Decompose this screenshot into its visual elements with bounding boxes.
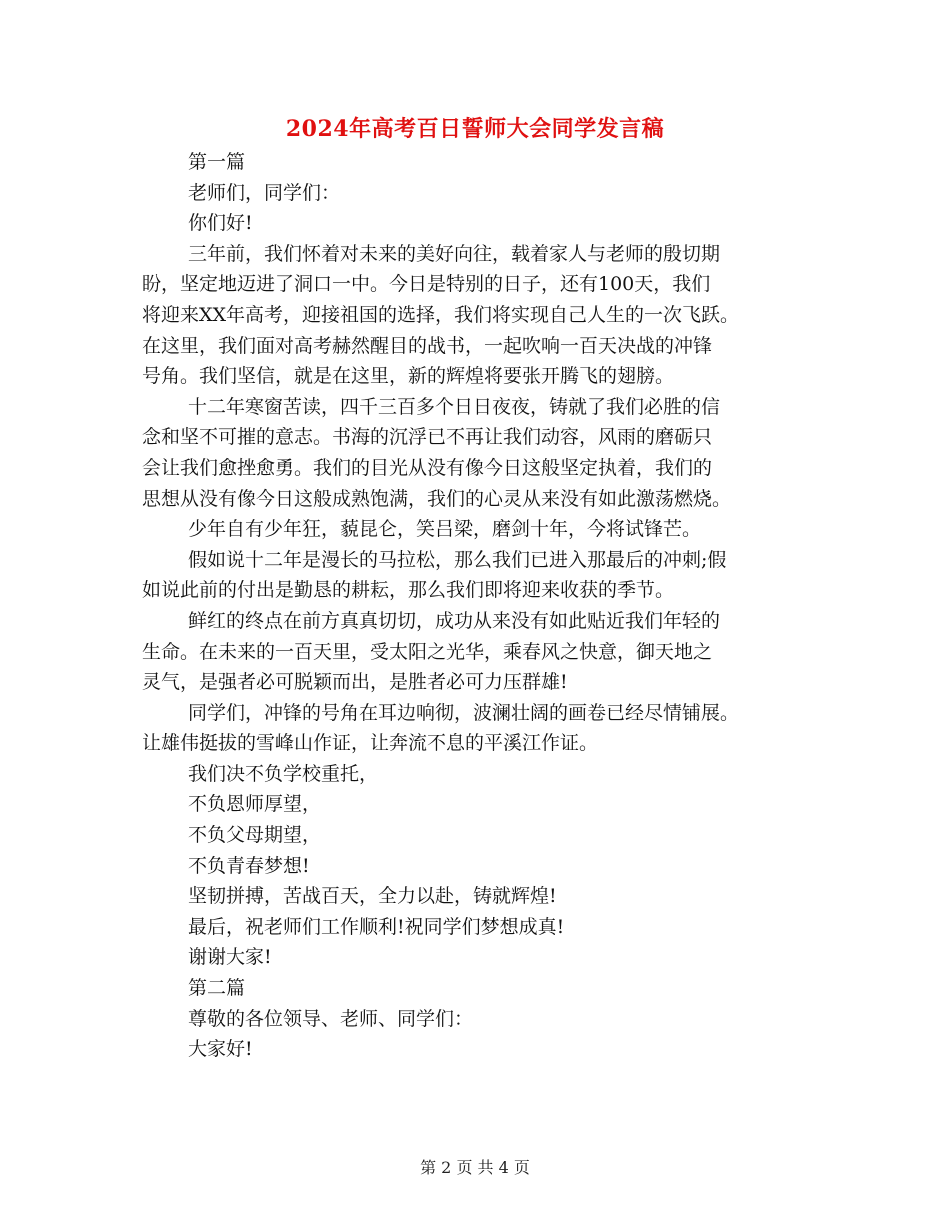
body-line: 老师们，同学们： — [188, 181, 341, 204]
body-line: 将迎来XX年高考，迎接祖国的选择，我们将实现自己人生的一次飞跃。 — [142, 303, 740, 326]
body-line: 第二篇 — [188, 977, 246, 1000]
body-line: 鲜红的终点在前方真真切切，成功从来没有如此贴近我们年轻的 — [188, 609, 721, 632]
body-line: 在这里，我们面对高考赫然醒目的战书，一起吹响一百天决战的冲锋 — [142, 334, 713, 357]
body-line: 假如说十二年是漫长的马拉松，那么我们已进入那最后的冲刺;假 — [188, 548, 727, 571]
body-line: 十二年寒窗苦读，四千三百多个日日夜夜，铸就了我们必胜的信 — [188, 395, 721, 418]
document-body — [142, 147, 822, 1065]
body-line: 不负父母期望， — [188, 824, 322, 847]
body-line: 让雄伟挺拔的雪峰山作证，让奔流不息的平溪江作证。 — [142, 732, 599, 755]
body-line: 不负青春梦想! — [188, 854, 310, 877]
body-line: 第一篇 — [188, 151, 246, 173]
body-line: 大家好! — [188, 1038, 253, 1061]
body-line: 少年自有少年狂，藐昆仑，笑吕梁，磨剑十年，今将试锋芒。 — [188, 518, 702, 541]
body-line: 你们好! — [188, 212, 253, 235]
body-line: 最后，祝老师们工作顺利!祝同学们梦想成真! — [188, 915, 565, 938]
body-line: 谢谢大家! — [188, 946, 272, 969]
body-line: 三年前，我们怀着对未来的美好向往，载着家人与老师的殷切期 — [188, 242, 721, 265]
body-line: 不负恩师厚望， — [188, 793, 322, 816]
body-line: 灵气，是强者必可脱颖而出，是胜者必可力压群雄! — [142, 671, 568, 694]
body-line: 号角。我们坚信，就是在这里，新的辉煌将要张开腾飞的翅膀。 — [142, 365, 675, 388]
body-line: 尊敬的各位领导、老师、同学们： — [188, 1007, 474, 1030]
document-title: 2024年高考百日誓师大会同学发言稿 — [285, 116, 665, 142]
body-line: 生命。在未来的一百天里，受太阳之光华，乘春风之快意，御天地之 — [142, 640, 713, 663]
body-line: 我们决不负学校重托， — [188, 762, 379, 785]
body-line: 盼，坚定地迈进了洞口一中。今日是特别的日子，还有100天，我们 — [142, 273, 711, 296]
page-footer: 第 2 页 共 4 页 — [420, 1158, 530, 1177]
body-line: 念和坚不可摧的意志。书海的沉浮已不再让我们动容，风雨的磨砺只 — [142, 426, 713, 449]
body-line: 会让我们愈挫愈勇。我们的目光从没有像今日这般坚定执着，我们的 — [142, 456, 713, 479]
body-line: 思想从没有像今日这般成熟饱满，我们的心灵从来没有如此激荡燃烧。 — [142, 487, 732, 510]
body-line: 坚韧拼搏，苦战百天，全力以赴，铸就辉煌! — [188, 885, 557, 908]
body-line: 同学们，冲锋的号角在耳边响彻，波澜壮阔的画卷已经尽情铺展。 — [188, 701, 740, 724]
body-line: 如说此前的付出是勤恳的耕耘，那么我们即将迎来收获的季节。 — [142, 579, 675, 602]
